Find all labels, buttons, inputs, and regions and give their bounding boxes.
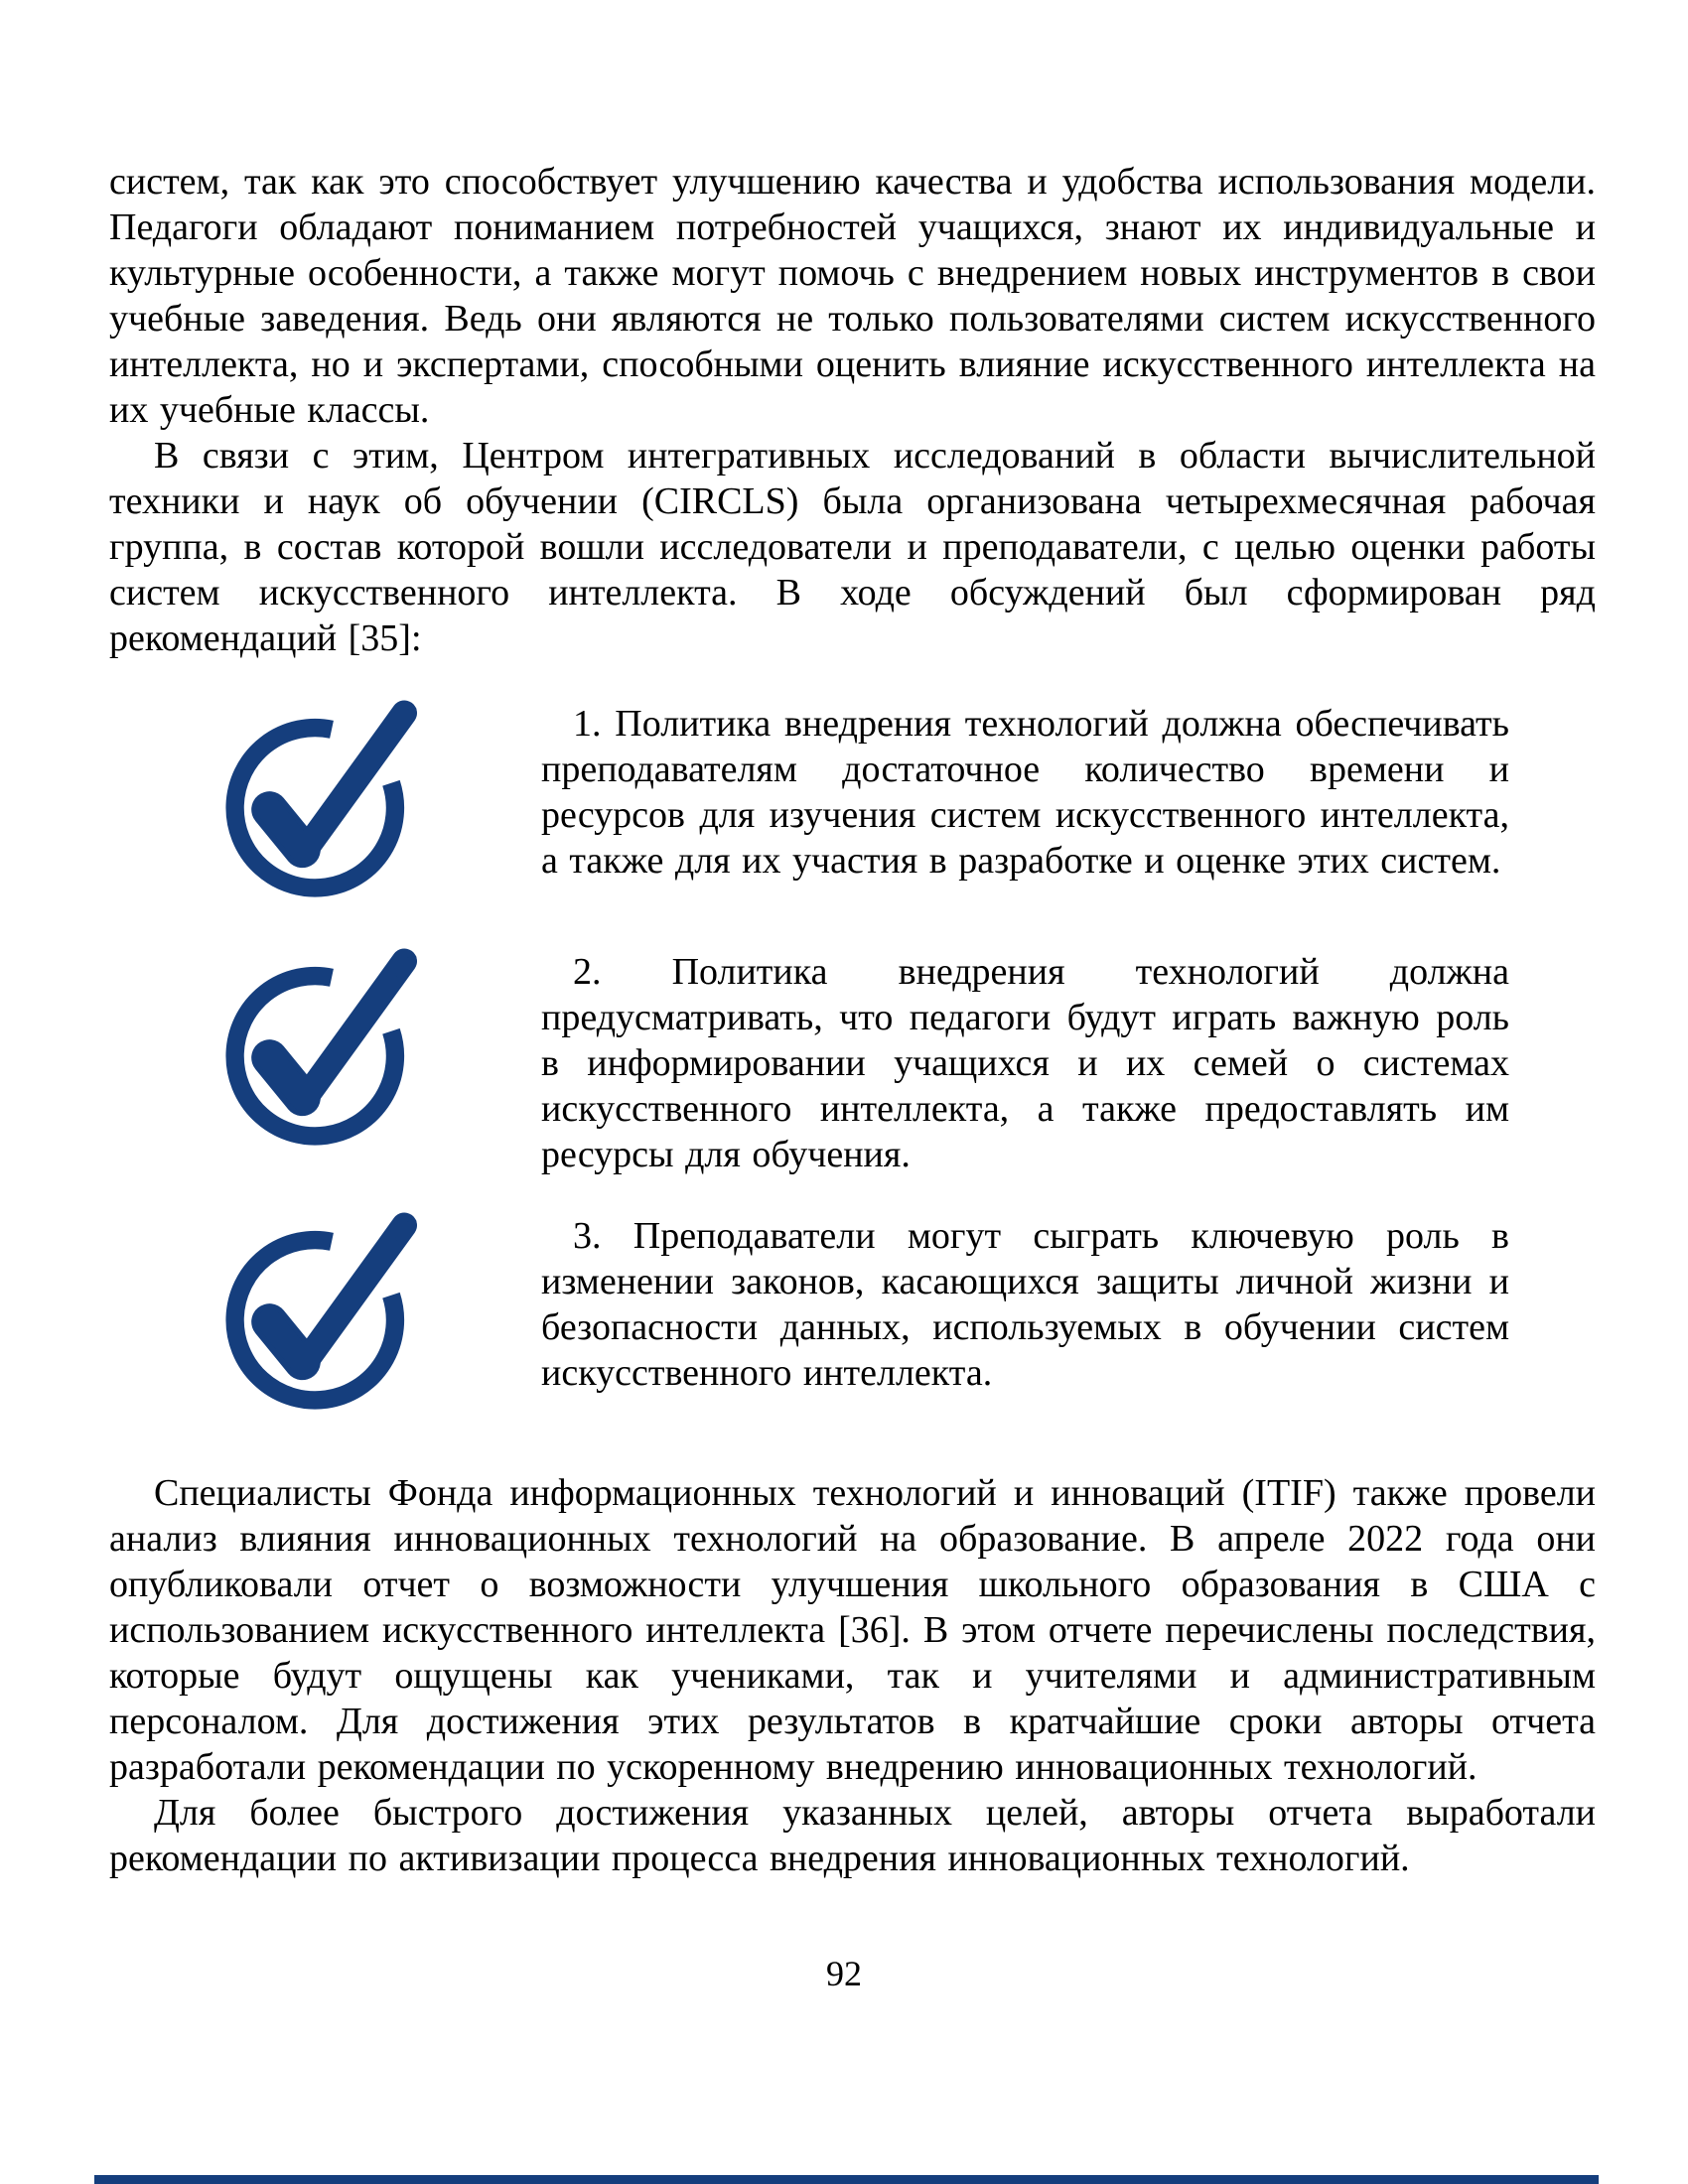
paragraph: Для более быстрого достижения указанных целей, авторы отчета выработали рекомендации по активизации процесса внедрения инновационных технологий. xyxy=(109,1792,1596,1879)
recommendations-checklist xyxy=(109,701,1596,1426)
page-content xyxy=(109,159,1596,1881)
check-circle-icon xyxy=(109,1213,541,1426)
paragraph: В связи с этим, Центром интегративных исследований в области вычислительной техники и наук об обучении (CIRCLS) была организована четырехмесячная рабочая группа, в состав которой вошли исследователи и преподаватели, с целью оценки работы систем искусственного интеллекта. В ходе обсуждений был сформирован ряд рекомендаций [35]: xyxy=(109,435,1596,659)
paragraph: Специалисты Фонда информационных технологий и инноваций (ITIF) также провели анализ влияния инновационных технологий на образование. В апреле 2022 года они опубликовали отчет о возможности улучшения школьного образования в США с использованием искусственного интеллекта [36]. В этом отчете перечислены последствия, которые будут ощущены как учениками, так и учителями и административным персоналом. Для достижения этих результатов в кратчайшие сроки авторы отчета разработали рекомендации по ускоренному внедрению инновационных технологий. xyxy=(109,1472,1596,1788)
checklist-item-text: 2. Политика внедрения технологий должна предусматривать, что педагоги будут играть важную роль в информировании учащихся и их семей о системах искусственного интеллекта, а также предоставлять им ресурсы для обучения. xyxy=(541,951,1509,1175)
checklist-item xyxy=(109,701,1596,913)
checklist-item-text: 1. Политика внедрения технологий должна обеспечивать преподавателям достаточное количество времени и ресурсов для изучения систем искусственного интеллекта, а также для их участия в разработке и оценке этих систем. xyxy=(541,703,1509,882)
footer-rule xyxy=(94,2175,1599,2184)
check-circle-icon xyxy=(109,701,541,913)
check-circle-icon xyxy=(109,949,541,1161)
page-number: 92 xyxy=(826,1954,862,1993)
checklist-item xyxy=(109,1213,1596,1426)
checklist-item-text: 3. Преподаватели могут сыграть ключевую роль в изменении законов, касающихся защиты личной жизни и безопасности данных, используемых в обучении систем искусственного интеллекта. xyxy=(541,1215,1509,1394)
paragraph: систем, так как это способствует улучшению качества и удобства использования модели. Педагоги обладают пониманием потребностей учащихся, знают их индивидуальные и культурные особенности, а также могут помочь с внедрением новых инструментов в свои учебные заведения. Ведь они являются не только пользователями систем искусственного интеллекта, но и экспертами, способными оценить влияние искусственного интеллекта на их учебные классы. xyxy=(109,161,1596,431)
checklist-item xyxy=(109,949,1596,1177)
